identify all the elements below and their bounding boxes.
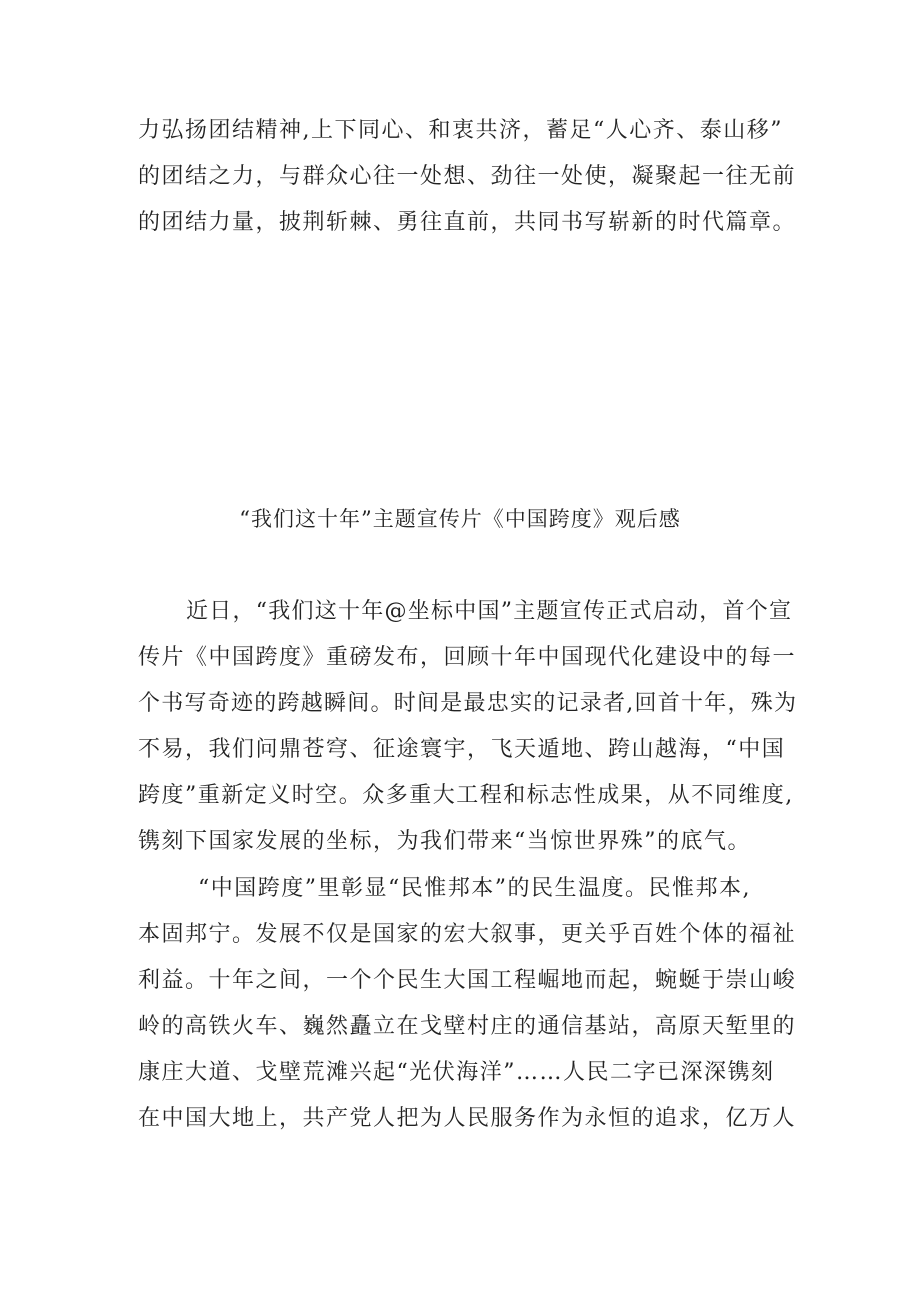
paragraph2-line-6: 在中国大地上，共产党人把为人民服务作为永恒的追求，亿万人 — [138, 1106, 797, 1131]
top-paragraph-line-1: 力弘扬团结精神,上下同心、和衷共济，蓄足“人心齐、泰山移” — [138, 118, 783, 143]
paragraph1-line-4: 不易，我们问鼎苍穹、征途寰宇，飞天遁地、跨山越海，“中国 — [138, 737, 786, 762]
paragraph2-line-2: 本固邦宁。发展不仅是国家的宏大叙事，更关乎百姓个体的福祉 — [138, 922, 797, 947]
paragraph1-line-5: 跨度”重新定义时空。众多重大工程和标志性成果，从不同维度, — [138, 783, 794, 808]
paragraph1-line-1: 近日，“我们这十年@坐标中国”主题宣传正式启动，首个宣 — [186, 599, 793, 624]
paragraph1-line-6: 镌刻下国家发展的坐标，为我们带来“当惊世界殊”的底气。 — [138, 829, 751, 854]
paragraph2-line-5: 康庄大道、戈壁荒滩兴起“光伏海洋”……人民二字已深深镌刻 — [138, 1060, 775, 1085]
paragraph1-line-2: 传片《中国跨度》重磅发布，回顾十年中国现代化建设中的每一 — [138, 645, 797, 670]
paragraph2-line-3: 利益。十年之间，一个个民生大国工程崛地而起，蜿蜒于崇山峻 — [138, 968, 797, 993]
top-paragraph-line-3: 的团结力量，披荆斩棘、勇往直前，共同书写崭新的时代篇章。 — [138, 210, 797, 235]
top-paragraph-line-2: 的团结之力，与群众心往一处想、劲往一处使，凝聚起一往无前 — [138, 164, 797, 189]
article-title: “我们这十年”主题宣传片《中国跨度》观后感 — [239, 507, 681, 531]
paragraph1-line-3: 个书写奇迹的跨越瞬间。时间是最忠实的记录者,回首十年，殊为 — [138, 691, 798, 716]
paragraph2-line-1: “中国跨度”里彰显“民惟邦本”的民生温度。民惟邦本, — [198, 876, 751, 901]
paragraph2-line-4: 岭的高铁火车、巍然矗立在戈壁村庄的通信基站，高原天堑里的 — [138, 1014, 797, 1039]
